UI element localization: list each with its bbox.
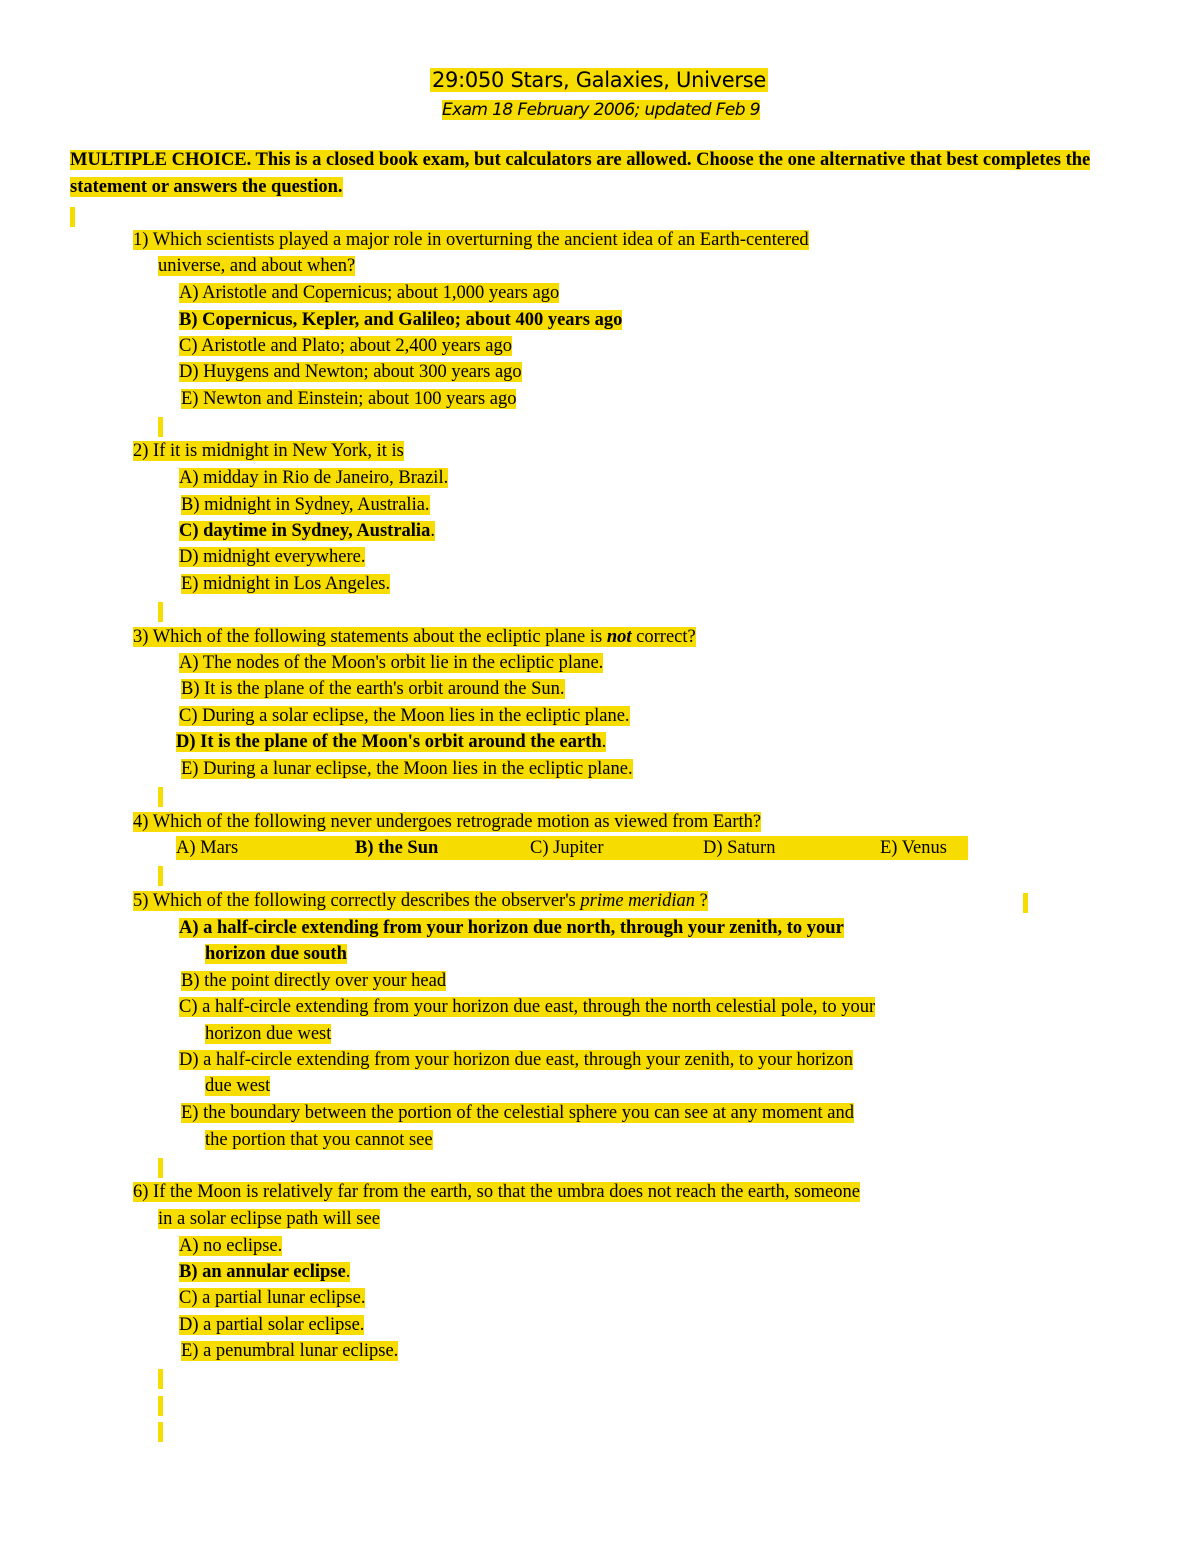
question-2-stem: 2) If it is midnight in New York, it is xyxy=(133,441,404,461)
text-cursor xyxy=(1023,893,1028,913)
q4-option-c: C) Jupiter xyxy=(530,836,703,860)
question-1-stem: 1) Which scientists played a major role in overturning the ancient idea of an Earth-centered xyxy=(133,230,809,250)
q5-option-d-cont: due west xyxy=(205,1076,271,1096)
text-cursor xyxy=(158,417,163,437)
question-6-stem-cont: in a solar eclipse path will see xyxy=(158,1209,380,1229)
q4-option-d: D) Saturn xyxy=(703,836,880,860)
q6-option-e: E) a penumbral lunar eclipse. xyxy=(181,1341,399,1361)
q1-option-d: D) Huygens and Newton; about 300 years ago xyxy=(179,362,522,382)
text-cursor xyxy=(158,1396,163,1416)
q3-option-a: A) The nodes of the Moon's orbit lie in the ecliptic plane. xyxy=(179,653,604,673)
text-cursor xyxy=(158,602,163,622)
q2-option-e: E) midnight in Los Angeles. xyxy=(181,574,391,594)
question-3-stem: 3) Which of the following statements about the ecliptic plane is not correct? xyxy=(133,627,696,647)
q5-option-e-cont: the portion that you cannot see xyxy=(205,1130,433,1150)
q3-option-c: C) During a solar eclipse, the Moon lies in the ecliptic plane. xyxy=(179,706,630,726)
q1-option-e: E) Newton and Einstein; about 100 years ago xyxy=(181,389,517,409)
q4-option-e: E) Venus xyxy=(880,836,968,860)
exam-title: 29:050 Stars, Galaxies, Universe xyxy=(432,68,766,92)
q2-option-d: D) midnight everywhere. xyxy=(179,547,366,567)
question-5-stem: 5) Which of the following correctly describes the observer's prime meridian ? xyxy=(133,891,708,911)
q5-option-e: E) the boundary between the portion of the celestial sphere you can see at any moment and xyxy=(181,1103,854,1123)
q1-option-c: C) Aristotle and Plato; about 2,400 years ago xyxy=(179,336,512,356)
text-cursor xyxy=(158,1158,163,1178)
q5-option-a-cont: horizon due south xyxy=(205,944,347,964)
instructions: MULTIPLE CHOICE. This is a closed book exam, but calculators are allowed. Choose the one alternative that best completes the statement or answers the question. xyxy=(70,150,1091,197)
q1-option-b: B) Copernicus, Kepler, and Galileo; about 400 years ago xyxy=(179,310,623,330)
q5-option-b: B) the point directly over your head xyxy=(181,971,447,991)
q5-option-a: A) a half-circle extending from your horizon due north, through your zenith, to your xyxy=(179,918,844,938)
q3-option-b: B) It is the plane of the earth's orbit around the Sun. xyxy=(181,679,565,699)
q6-option-b: B) an annular eclipse. xyxy=(179,1262,351,1282)
question-1-stem-cont: universe, and about when? xyxy=(158,256,356,276)
q5-option-c-cont: horizon due west xyxy=(205,1024,332,1044)
q5-option-d: D) a half-circle extending from your horizon due east, through your zenith, to your horizon xyxy=(179,1050,854,1070)
text-cursor xyxy=(70,207,75,227)
question-6-stem: 6) If the Moon is relatively far from the earth, so that the umbra does not reach the earth, someone xyxy=(133,1182,860,1202)
q5-option-c: C) a half-circle extending from your horizon due east, through the north celestial pole, to your xyxy=(179,997,876,1017)
q3-option-e: E) During a lunar eclipse, the Moon lies in the ecliptic plane. xyxy=(181,759,633,779)
text-cursor xyxy=(158,1369,163,1389)
q3-option-d: D) It is the plane of the Moon's orbit around the earth. xyxy=(176,732,607,752)
text-cursor xyxy=(158,787,163,807)
q4-option-b: B) the Sun xyxy=(355,836,530,860)
q6-option-a: A) no eclipse. xyxy=(179,1236,283,1256)
q2-option-b: B) midnight in Sydney, Australia. xyxy=(181,495,430,515)
question-4-stem: 4) Which of the following never undergoes retrograde motion as viewed from Earth? xyxy=(133,812,762,832)
q6-option-c: C) a partial lunar eclipse. xyxy=(179,1288,366,1308)
q4-option-a: A) Mars xyxy=(176,836,356,860)
q2-option-c: C) daytime in Sydney, Australia. xyxy=(179,521,435,541)
q6-option-d: D) a partial solar eclipse. xyxy=(179,1315,365,1335)
q1-option-a: A) Aristotle and Copernicus; about 1,000 years ago xyxy=(179,283,560,303)
q2-option-a: A) midday in Rio de Janeiro, Brazil. xyxy=(179,468,449,488)
exam-subtitle: Exam 18 February 2006; updated Feb 9 xyxy=(441,100,761,120)
text-cursor xyxy=(158,866,163,886)
text-cursor xyxy=(158,1422,163,1442)
